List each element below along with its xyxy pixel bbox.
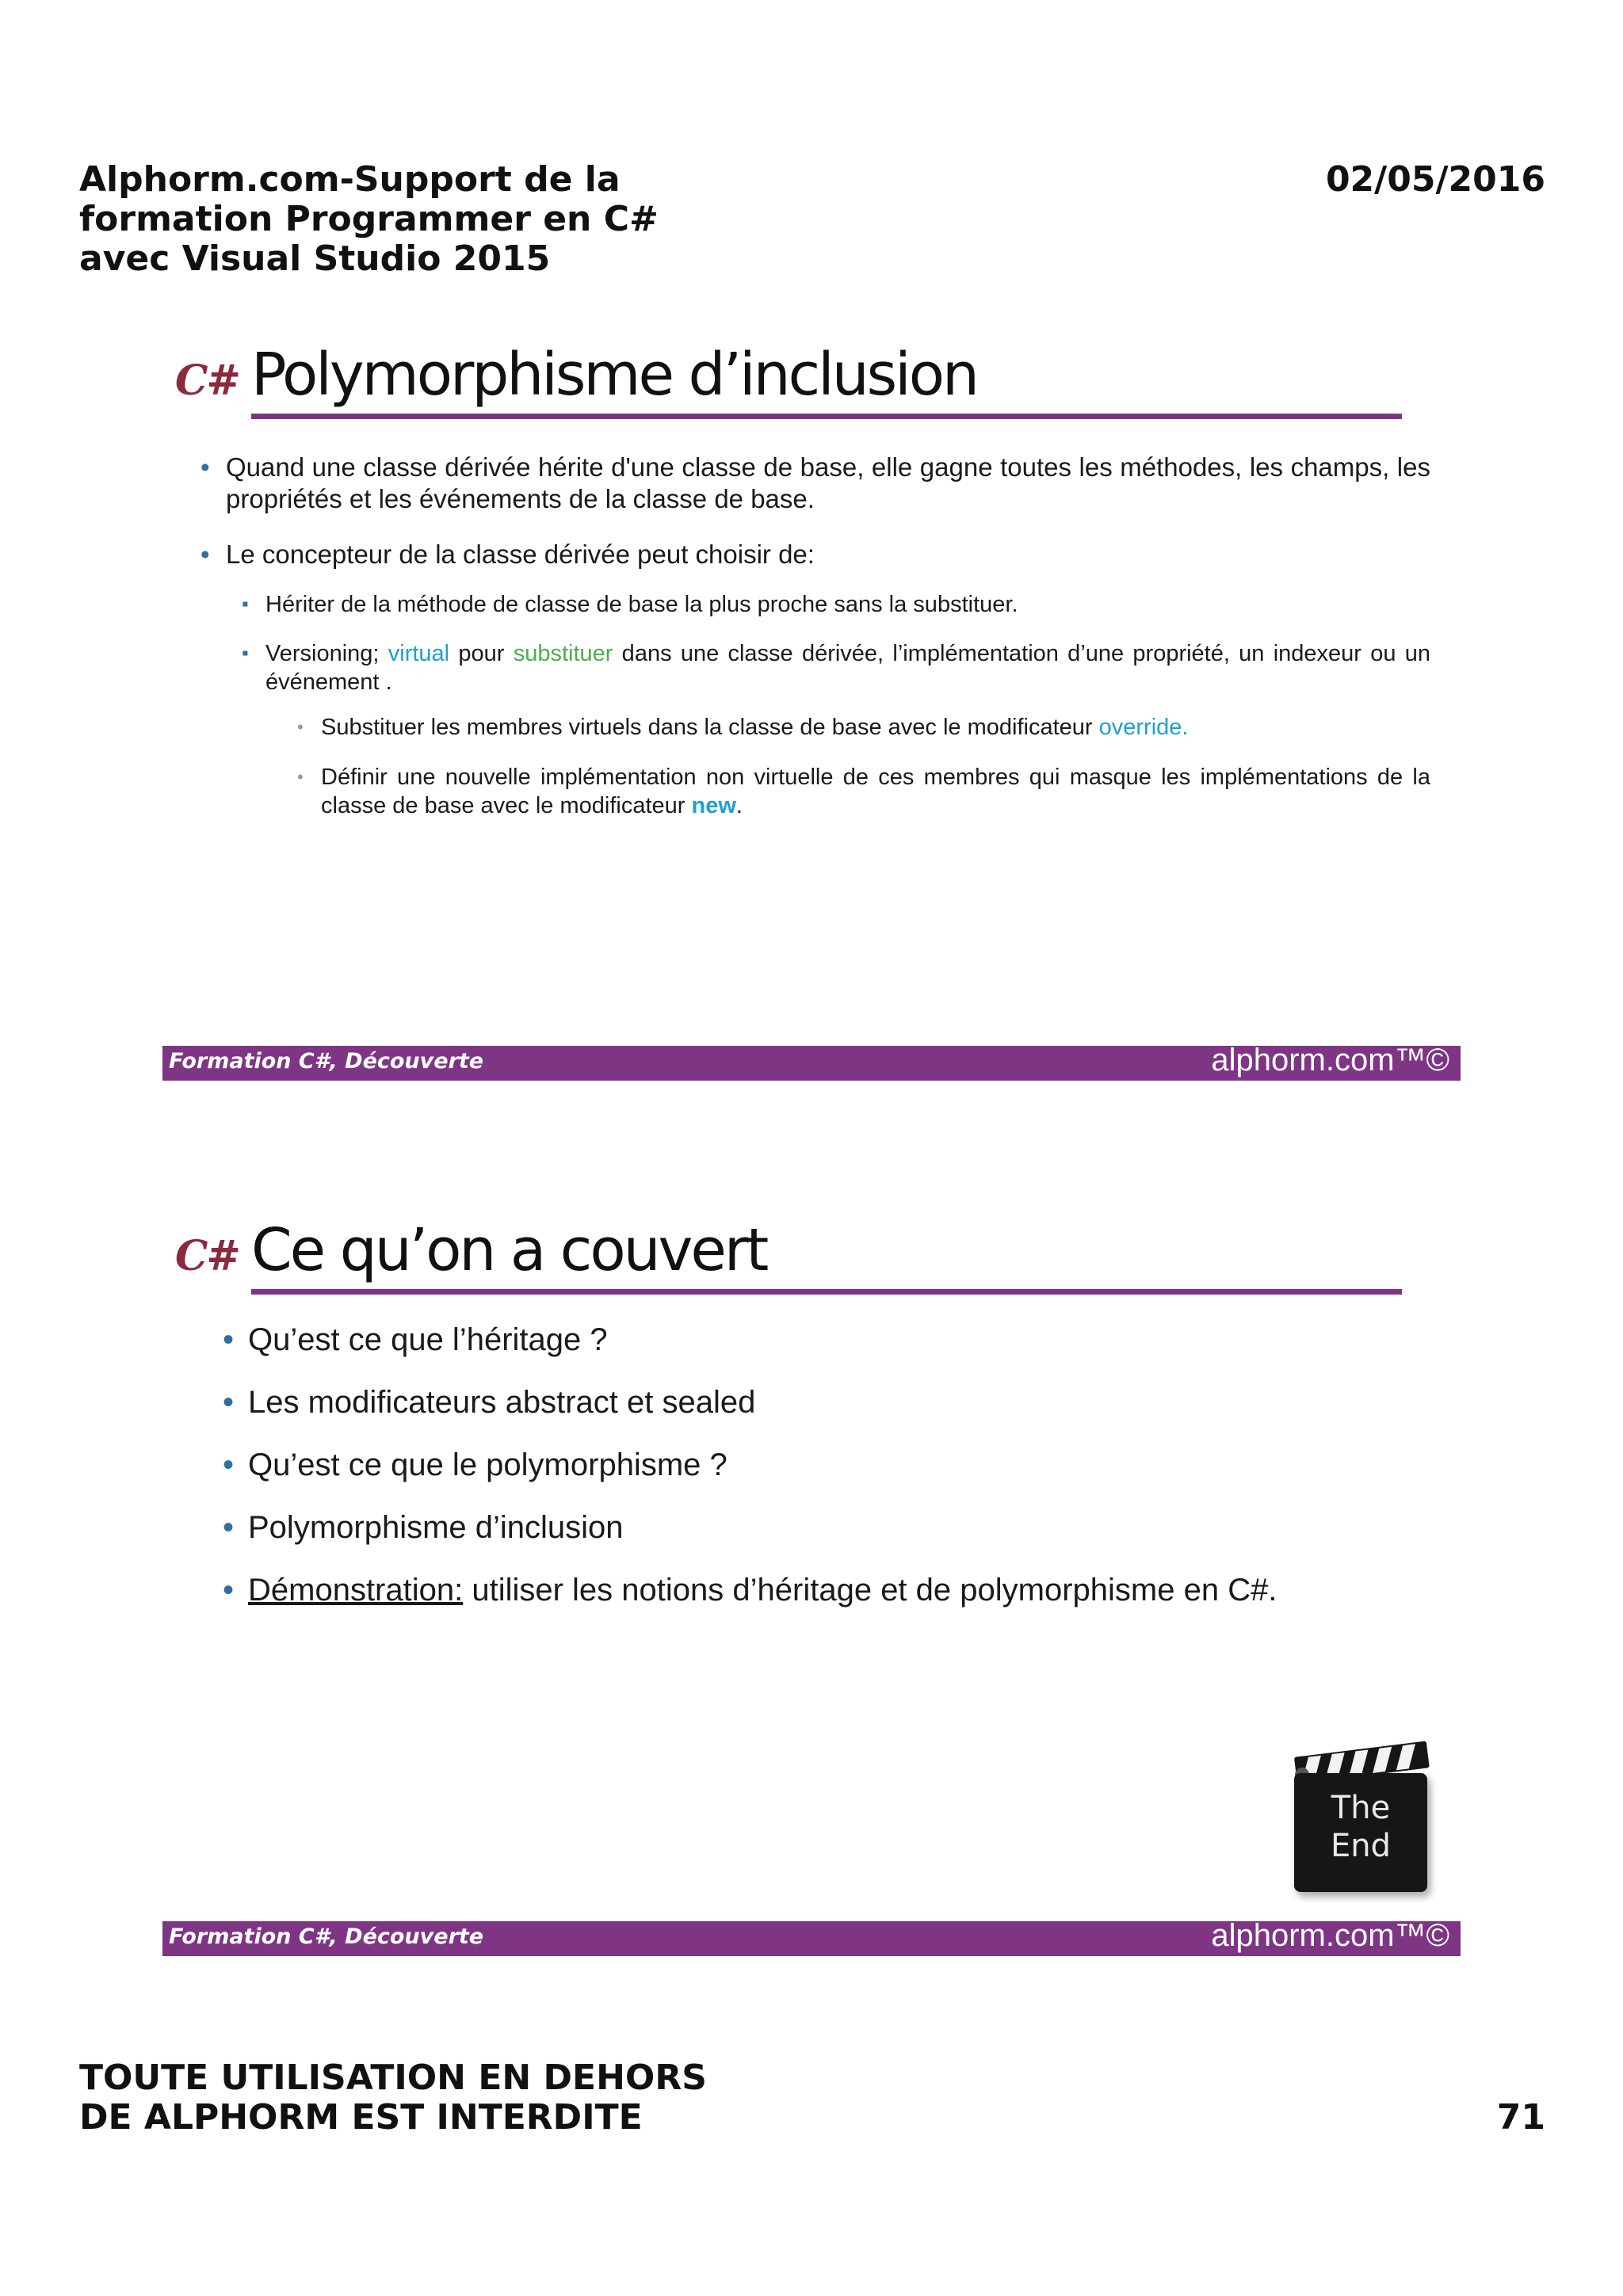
keyword-new: new [691, 793, 736, 818]
title-underline [251, 1289, 1402, 1295]
footer-line: DE ALPHORM EST INTERDITE [79, 2097, 643, 2138]
bullet-item [200, 452, 1430, 515]
sub-bullet-text: Hériter de la méthode de classe de base la plus proche sans la substituer. [265, 592, 1018, 617]
sub-bullet-text: Versioning; [265, 641, 388, 666]
footer-brand: alphorm.com™© [1211, 1918, 1449, 1953]
document-footer-notice [79, 2058, 792, 2138]
sub-sub-bullet-item [297, 763, 1430, 820]
footer-course-label: Formation C#, Découverte [169, 1924, 484, 1949]
sub-bullet-text: dans une classe dérivée, l’implémentation d’une propriété, un indexeur ou un événement . [265, 641, 1430, 695]
clapper-line: The [1331, 1790, 1391, 1826]
keyword-substituer: substituer [513, 641, 613, 666]
header-line: formation Programmer en C# [79, 199, 659, 239]
demo-text: utiliser les notions d’héritage et de polymorphisme en C#. [463, 1573, 1277, 1608]
square-bullet-icon: ▪ [242, 643, 249, 664]
bullet-dot-icon: • [200, 452, 210, 482]
list-item [223, 1383, 756, 1421]
bullet-dot-icon: • [297, 767, 304, 787]
page-number: 71 [1496, 2097, 1545, 2138]
slide-polymorphisme-inclusion [162, 341, 1461, 1077]
list-item-text: Qu’est ce que l’héritage ? [248, 1322, 608, 1357]
keyword-virtual: virtual [388, 641, 450, 666]
bullet-text: Le concepteur de la classe dérivée peut choisir de: [226, 540, 815, 569]
bullet-dot-icon: • [223, 1510, 235, 1545]
document-header-title [79, 160, 729, 279]
header-line: Alphorm.com-Support de la [79, 159, 621, 200]
slide-ce-quon-a-couvert [162, 1216, 1461, 1953]
bullet-dot-icon: • [223, 1447, 235, 1482]
header-line: avec Visual Studio 2015 [79, 238, 551, 279]
sub-bullet-item [242, 639, 1430, 696]
bullet-dot-icon: • [223, 1573, 235, 1608]
footer-course-label: Formation C#, Découverte [169, 1049, 484, 1074]
sub-sub-bullet-item [297, 713, 1430, 742]
list-item-demo [223, 1571, 1277, 1609]
document-date: 02/05/2016 [1325, 159, 1545, 200]
square-bullet-icon: ▪ [242, 593, 249, 615]
csharp-logo: C# [175, 1232, 239, 1280]
sub-bullet-item [242, 590, 1430, 619]
clapper-line: End [1330, 1828, 1391, 1864]
demo-label: Démonstration: [248, 1573, 464, 1608]
slide-title: Ce qu’on a couvert [251, 1216, 767, 1284]
list-item-text: Qu’est ce que le polymorphisme ? [248, 1447, 727, 1482]
bullet-dot-icon: • [223, 1322, 235, 1357]
csharp-logo: C# [175, 357, 239, 405]
sub-sub-bullet-text: . [735, 793, 743, 818]
bullet-dot-icon: • [297, 717, 304, 737]
bullet-dot-icon: • [200, 540, 210, 569]
slide-title: Polymorphisme d’inclusion [251, 341, 977, 409]
keyword-override: override. [1098, 715, 1189, 740]
list-item [223, 1446, 727, 1484]
sub-sub-bullet-text: Substituer les membres virtuels dans la classe de base avec le modificateur [321, 715, 1099, 740]
bullet-item [200, 539, 1430, 570]
list-item [223, 1508, 624, 1547]
slide-footer-bar [162, 1043, 1461, 1081]
sub-sub-bullet-text: Définir une nouvelle implémentation non virtuelle de ces membres qui masque les implémentations de la classe de base avec le modificateur [321, 765, 1430, 818]
slide-footer-bar [162, 1918, 1461, 1956]
sub-bullet-text: pour [449, 641, 514, 666]
clapper-text [1294, 1789, 1427, 1865]
list-item [223, 1321, 608, 1359]
list-item-text: Polymorphisme d’inclusion [248, 1510, 624, 1545]
title-underline [251, 414, 1402, 419]
clapper-body [1294, 1773, 1427, 1892]
clapperboard-icon [1288, 1735, 1430, 1897]
bullet-text: Quand une classe dérivée hérite d'une classe de base, elle gagne toutes les méthodes, les champs, les propriétés et les événements de la classe de base. [226, 452, 1430, 513]
footer-line: TOUTE UTILISATION EN DEHORS [79, 2058, 707, 2098]
bullet-dot-icon: • [223, 1385, 235, 1420]
footer-brand: alphorm.com™© [1211, 1043, 1449, 1077]
list-item-text: Les modificateurs abstract et sealed [248, 1385, 756, 1420]
